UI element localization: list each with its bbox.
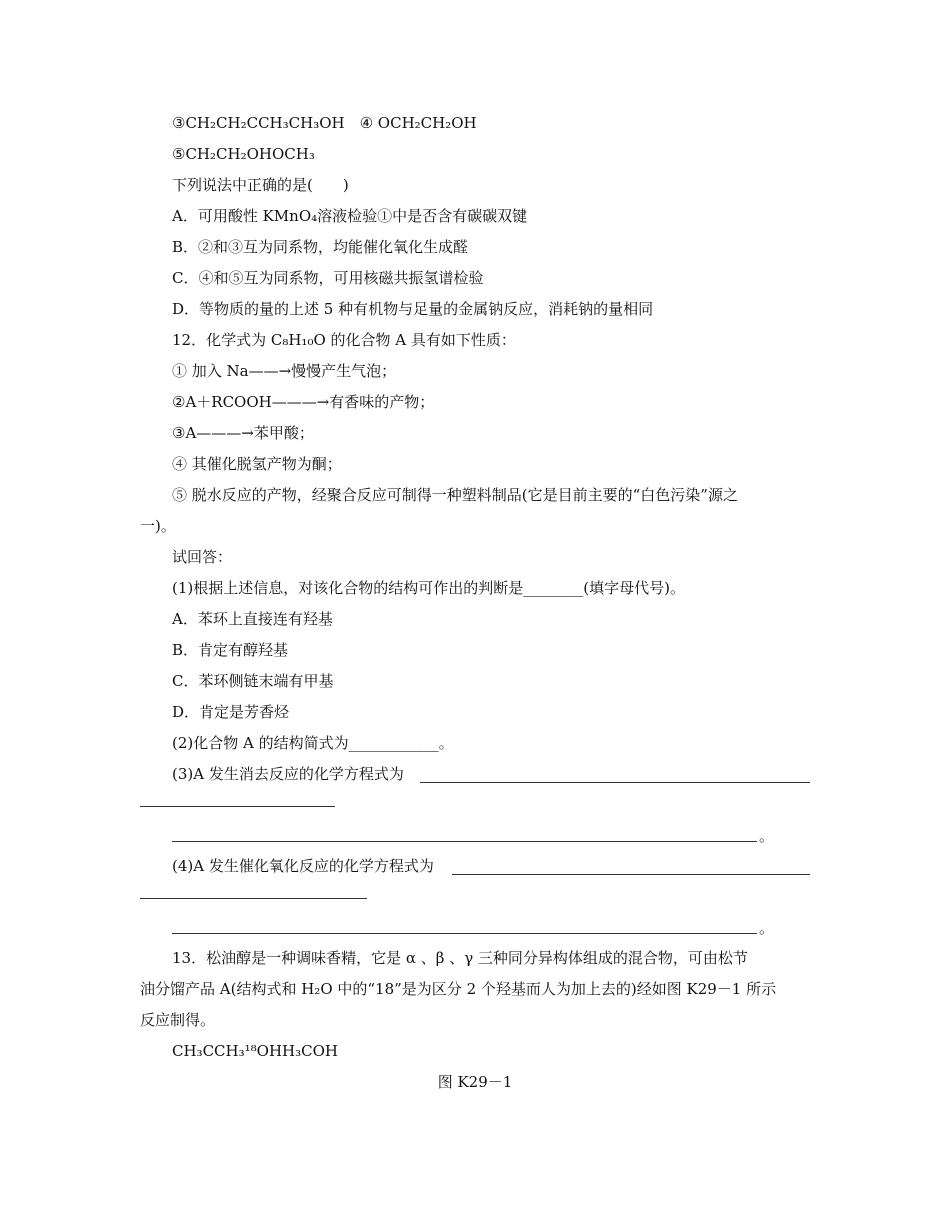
question-12-stem: 12．化学式为 C₈H₁₀O 的化合物 A 具有如下性质：: [172, 331, 516, 349]
subquestion-3: (3)A 发生消去反应的化学方程式为: [172, 765, 404, 783]
subquestion-1: (1)根据上述信息，对该化合物的结构可作出的判断是________(填字母代号)。: [172, 579, 685, 597]
choice-c: C．④和⑤互为同系物，可用核磁共振氢谱检验: [172, 269, 484, 287]
property-5-continued: 一)。: [140, 517, 176, 535]
property-5: ⑤ 脱水反应的产物，经聚合反应可制得一种塑料制品(它是目前主要的“白色污染”源之: [172, 486, 738, 504]
subquestion-4: (4)A 发生催化氧化反应的化学方程式为: [172, 857, 434, 875]
subchoice-c: C．苯环侧链末端有甲基: [172, 672, 334, 690]
sentence-end-mark: 。: [759, 827, 775, 845]
figure-caption: 图 K29－1: [437, 1073, 513, 1091]
subchoice-d: D．肯定是芳香烃: [172, 703, 290, 721]
question-13-stem-end: 反应制得。: [140, 1011, 216, 1029]
choice-a: A．可用酸性 KMnO₄溶液检验①中是否含有碳碳双键: [172, 207, 528, 225]
choice-b: B．②和③互为同系物，均能催化氧化生成醛: [172, 238, 469, 256]
answer-blank-line: [140, 806, 335, 807]
property-4: ④ 其催化脱氢产物为酮；: [172, 455, 342, 473]
answer-blank-line: [172, 841, 757, 842]
question-13-stem-continued: 油分馏产品 A(结构式和 H₂O 中的“18”是为区分 2 个羟基而人为加上去的)经如图 K29－1 所示: [140, 980, 777, 998]
answer-blank-line: [172, 933, 757, 934]
option-line-5: ⑤CH₂CH₂OHOCH₃: [172, 145, 315, 163]
property-1: ① 加入 Na——→慢慢产生气泡；: [172, 362, 397, 380]
answer-blank-line: [420, 782, 810, 783]
subquestion-2: (2)化合物 A 的结构简式为____________。: [172, 734, 454, 752]
subchoice-a: A．苯环上直接连有羟基: [172, 610, 333, 628]
structure-formula-text: CH₃CCH₃¹⁸OHH₃COH: [172, 1042, 338, 1060]
property-3: ③A———→苯甲酸；: [172, 424, 314, 442]
question-prompt: 下列说法中正确的是( ): [172, 176, 349, 194]
answer-blank-line: [452, 874, 810, 875]
answer-blank-line: [140, 898, 367, 899]
answer-intro: 试回答：: [172, 548, 233, 566]
question-13-stem: 13．松油醇是一种调味香精，它是 α 、β 、γ 三种同分异构体组成的混合物，可由松节: [172, 949, 748, 967]
choice-d: D．等物质的量的上述 5 种有机物与足量的金属钠反应，消耗钠的量相同: [172, 300, 654, 318]
sentence-end-mark: 。: [759, 919, 775, 937]
option-line-3-4: ③CH₂CH₂CCH₃CH₃OH ④ OCH₂CH₂OH: [172, 114, 477, 132]
property-2: ②A＋RCOOH———→有香味的产物；: [172, 393, 435, 411]
subchoice-b: B．肯定有醇羟基: [172, 641, 289, 659]
